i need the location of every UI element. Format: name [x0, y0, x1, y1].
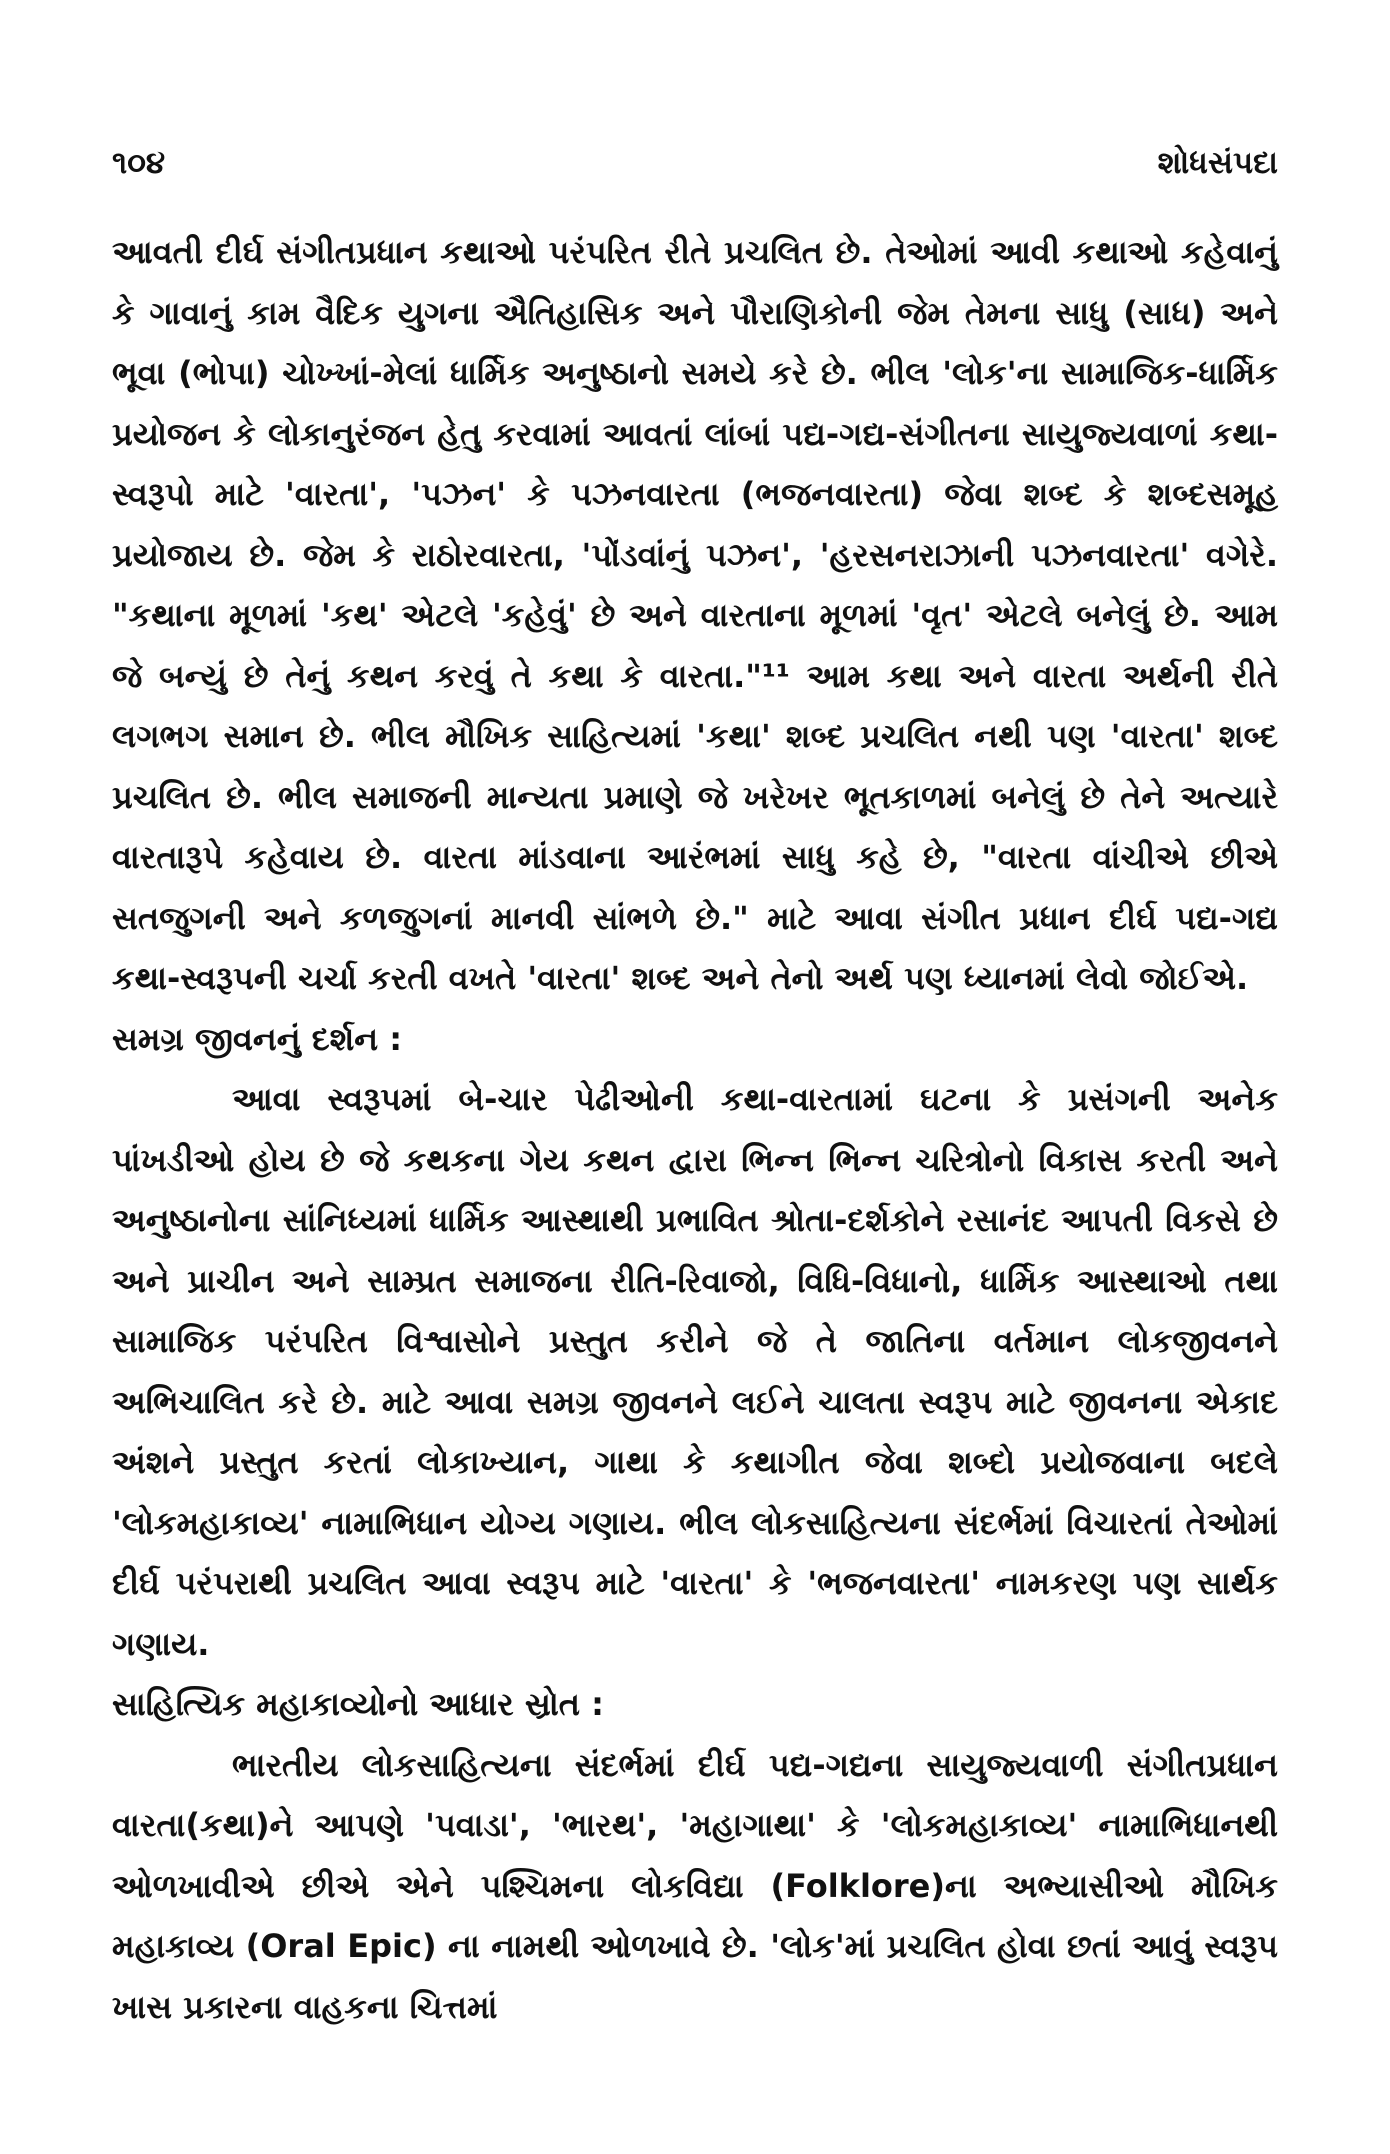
paragraph-aadhar-srot: ભારતીય લોકસાહિત્યના સંદર્ભમાં દીર્ઘ પદ્ય-ગદ્યના સાયુજ્યવાળી સંગીતપ્રધાન વારતા(કથા)ને આપણે 'પવાડા', 'ભારથ', 'મહાગાથા' કે 'લોકમહાકાવ્ય' નામાભિધાનથી ઓળખાવીએ છીએ એને પશ્ચિમના લોકવિદ્યા (Folklore)ના અભ્યાસીઓ મૌખિક મહાકાવ્ય (Oral Epic) ના નામથી ઓળખાવે છે. 'લોક'માં પ્રચલિત હોવા છતાં આવું સ્વરૂપ ખાસ પ્રકારના વાહકના ચિત્તમાં: [112, 1745, 1278, 2026]
page-header: [112, 138, 1278, 188]
section-heading-samagra-jivan: સમગ્ર જીવનનું દર્શન :: [112, 1019, 403, 1058]
running-title: શોધસંપદા: [1157, 144, 1278, 181]
paragraph-samagra-jivan: આવા સ્વરૂપમાં બે-ચાર પેઢીઓની કથા-વારતામાં ઘટના કે પ્રસંગની અનેક પાંખડીઓ હોય છે જે કથકના ગેય કથન દ્વારા ભિન્ન ભિન્ન ચરિત્રોનો વિકાસ કરતી અને અનુષ્ઠાનોના સાંનિધ્યમાં ધાર્મિક આસ્થાથી પ્રભાવિત શ્રોતા-દર્શકોને રસાનંદ આપતી વિકસે છે અને પ્રાચીન અને સામ્પ્રત સમાજના રીતિ-રિવાજો, વિધિ-વિધાનો, ધાર્મિક આસ્થાઓ તથા સામાજિક પરંપરિત વિશ્વાસોને પ્રસ્તુત કરીને જે તે જાતિના વર્તમાન લોકજીવનને અભિચાલિત કરે છે. માટે આવા સમગ્ર જીવનને લઈને ચાલતા સ્વરૂપ માટે જીવનના એકાદ અંશને પ્રસ્તુત કરતાં લોકાખ્યાન, ગાથા કે કથાગીત જેવા શબ્દો પ્રયોજવાના બદલે 'લોકમહાકાવ્ય' નામાભિધાન યોગ્ય ગણાય. ભીલ લોકસાહિત્યના સંદર્ભમાં વિચારતાં તેઓમાં દીર્ઘ પરંપરાથી પ્રચલિત આવા સ્વરૂપ માટે 'વારતા' કે 'ભજનવારતા' નામકરણ પણ સાર્થક ગણાય.: [112, 1080, 1278, 1663]
page-number: ૧૦૪: [112, 144, 166, 181]
section-heading-aadhar-srot: સાહિત્યિક મહાકાવ્યોનો આધાર સ્રોત :: [112, 1685, 604, 1723]
page-body: [112, 222, 1278, 2037]
paragraph-varta-meaning: આવતી દીર્ઘ સંગીતપ્રધાન કથાઓ પરંપરિત રીતે પ્રચલિત છે. તેઓમાં આવી કથાઓ કહેવાનું કે ગાવાનું કામ વૈદિક યુગના ઐતિહાસિક અને પૌરાણિકોની જેમ તેમના સાધુ (સાધ) અને ભૂવા (ભોપા) ચોખ્ખાં-મેલાં ધાર્મિક અનુષ્ઠાનો સમયે કરે છે. ભીલ 'લોક'ના સામાજિક-ધાર્મિક પ્રયોજન કે લોકાનુરંજન હેતુ કરવામાં આવતાં લાંબાં પદ્ય-ગદ્ય-સંગીતના સાયુજ્યવાળાં કથા-સ્વરૂપો માટે 'વારતા', 'પઝન' કે પઝનવારતા (ભજનવારતા) જેવા શબ્દ કે શબ્દસમૂહ પ્રયોજાય છે. જેમ કે રાઠોરવારતા, 'પોંડવાંનું પઝન', 'હરસનરાઝાની પઝનવારતા' વગેરે. "કથાના મૂળમાં 'કથ' એટલે 'કહેવું' છે અને વારતાના મૂળમાં 'વૃત' એટલે બનેલું છે. આમ જે બન્યું છે તેનું કથન કરવું તે કથા કે વારતા."¹¹ આમ કથા અને વારતા અર્થની રીતે લગભગ સમાન છે. ભીલ મૌખિક સાહિત્યમાં 'કથા' શબ્દ પ્રચલિત નથી પણ 'વારતા' શબ્દ પ્રચલિત છે. ભીલ સમાજની માન્યતા પ્રમાણે જે ખરેખર ભૂતકાળમાં બનેલું છે તેને અત્યારે વારતારૂપે કહેવાય છે. વારતા માંડવાના આરંભમાં સાધુ કહે છે, "વારતા વાંચીએ છીએ સતજુગની અને કળજુગનાં માનવી સાંભળે છે." માટે આવા સંગીત પ્રધાન દીર્ઘ પદ્ય-ગદ્ય કથા-સ્વરૂપની ચર્ચા કરતી વખતે 'વારતા' શબ્દ અને તેનો અર્થ પણ ધ્યાનમાં લેવો જોઈએ.: [112, 233, 1278, 997]
